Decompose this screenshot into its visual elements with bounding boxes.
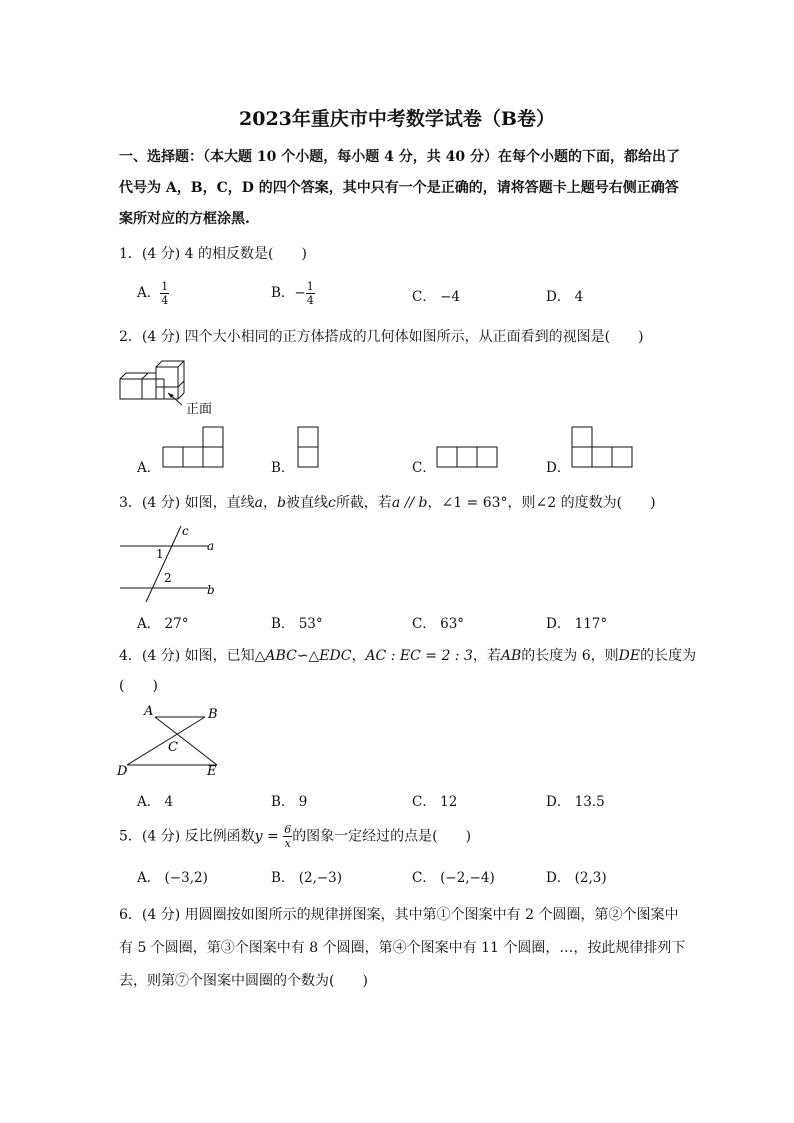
- section-instruction-line3: 案所对应的方框涂黑.: [119, 211, 250, 227]
- q4-figure: [117, 703, 227, 781]
- q3-option-b: B． 53°: [271, 616, 323, 632]
- segment-ae: [155, 717, 217, 765]
- label-angle-2: 2: [164, 571, 172, 585]
- question-6-line2: 有 5 个圆圈，第③个图案中有 8 个圆圈，第④个图案中有 11 个圆圈，…，按此规律排列下: [119, 940, 686, 956]
- q5-option-c: C． (−2,−4): [412, 870, 495, 886]
- q2-option-d: D．: [546, 460, 571, 476]
- q3-option-d: D． 117°: [546, 616, 608, 632]
- q2-option-b: B．: [271, 460, 295, 476]
- label-c: c: [182, 524, 189, 538]
- q3-figure: [118, 522, 228, 602]
- point-A: A: [144, 704, 154, 719]
- q4-option-b: B． 9: [271, 794, 308, 810]
- q2-option-a-view: [162, 426, 226, 470]
- q1-option-d: D． 4: [546, 289, 584, 305]
- front-label: 正面: [186, 402, 213, 417]
- q4-option-c: C． 12: [412, 794, 458, 810]
- question-3-stem: 3．(4 分) 如图，直线a，b被直线c所截，若a // b，∠1 = 63°，则∠2 的度数为( ): [119, 495, 656, 511]
- question-1-stem: 1．(4 分) 4 的相反数是( ): [119, 246, 307, 262]
- section-instruction-line2: 代号为 A，B，C，D 的四个答案，其中只有一个是正确的，请将答题卡上题号右侧正确答: [119, 180, 679, 196]
- point-D: D: [117, 764, 128, 779]
- q2-option-d-view: [571, 426, 635, 470]
- q2-option-b-view: [297, 426, 321, 470]
- label-angle-1: 1: [156, 547, 164, 561]
- q4-option-a: A． 4: [137, 794, 174, 810]
- question-6-line1: 6．(4 分) 用圆圈按如图所示的规律拼图案，其中第①个图案中有 2 个圆圈，第②个图案中: [119, 907, 679, 923]
- section-instruction-line1: 一、选择题：（本大题 10 个小题，每小题 4 分，共 40 分）在每个小题的下面，都给出了: [119, 149, 680, 165]
- question-4-stem-cont: ( ): [119, 678, 158, 694]
- q4-option-d: D． 13.5: [546, 794, 605, 810]
- q5-option-a: A． (−3,2): [137, 870, 208, 886]
- q2-cube-figure: [116, 355, 226, 415]
- q1-option-b: B．− $\frac{1}{4}$: [271, 280, 314, 307]
- q5-option-d: D． (2,3): [546, 870, 607, 886]
- q2-option-c-view: [436, 446, 500, 470]
- point-E: E: [207, 764, 217, 779]
- q3-option-a: A． 27°: [137, 616, 189, 632]
- q1-option-a: A． $\frac{1}{4}$: [137, 280, 169, 307]
- point-B: B: [208, 707, 218, 722]
- q2-option-a: A．: [137, 460, 161, 476]
- label-a: a: [207, 539, 215, 553]
- q3-option-c: C． 63°: [412, 616, 465, 632]
- segment-bd: [127, 717, 205, 765]
- q5-option-b: B． (2,−3): [271, 870, 343, 886]
- label-b: b: [207, 583, 215, 597]
- q1-option-c: C． −4: [412, 289, 461, 305]
- question-5-stem: 5．(4 分) 反比例函数y = $\frac{6}{x}$ 的图象一定经过的点是( ): [119, 823, 472, 850]
- point-C: C: [168, 740, 178, 755]
- question-2-stem: 2．(4 分) 四个大小相同的正方体搭成的几何体如图所示，从正面看到的视图是( ): [119, 329, 644, 345]
- question-6-line3: 去，则第⑦个图案中圆圈的个数为( ): [119, 973, 368, 989]
- line-c: [146, 526, 181, 602]
- page-title: 2023年重庆市中考数学试卷（B卷）: [239, 108, 555, 130]
- question-4-stem: 4．(4 分) 如图，已知△ABC∽△EDC，AC : EC = 2 : 3，若AB的长度为 6，则DE的长度为: [119, 648, 697, 664]
- q2-option-c: C．: [412, 460, 436, 476]
- cube-top-front: [156, 367, 178, 387]
